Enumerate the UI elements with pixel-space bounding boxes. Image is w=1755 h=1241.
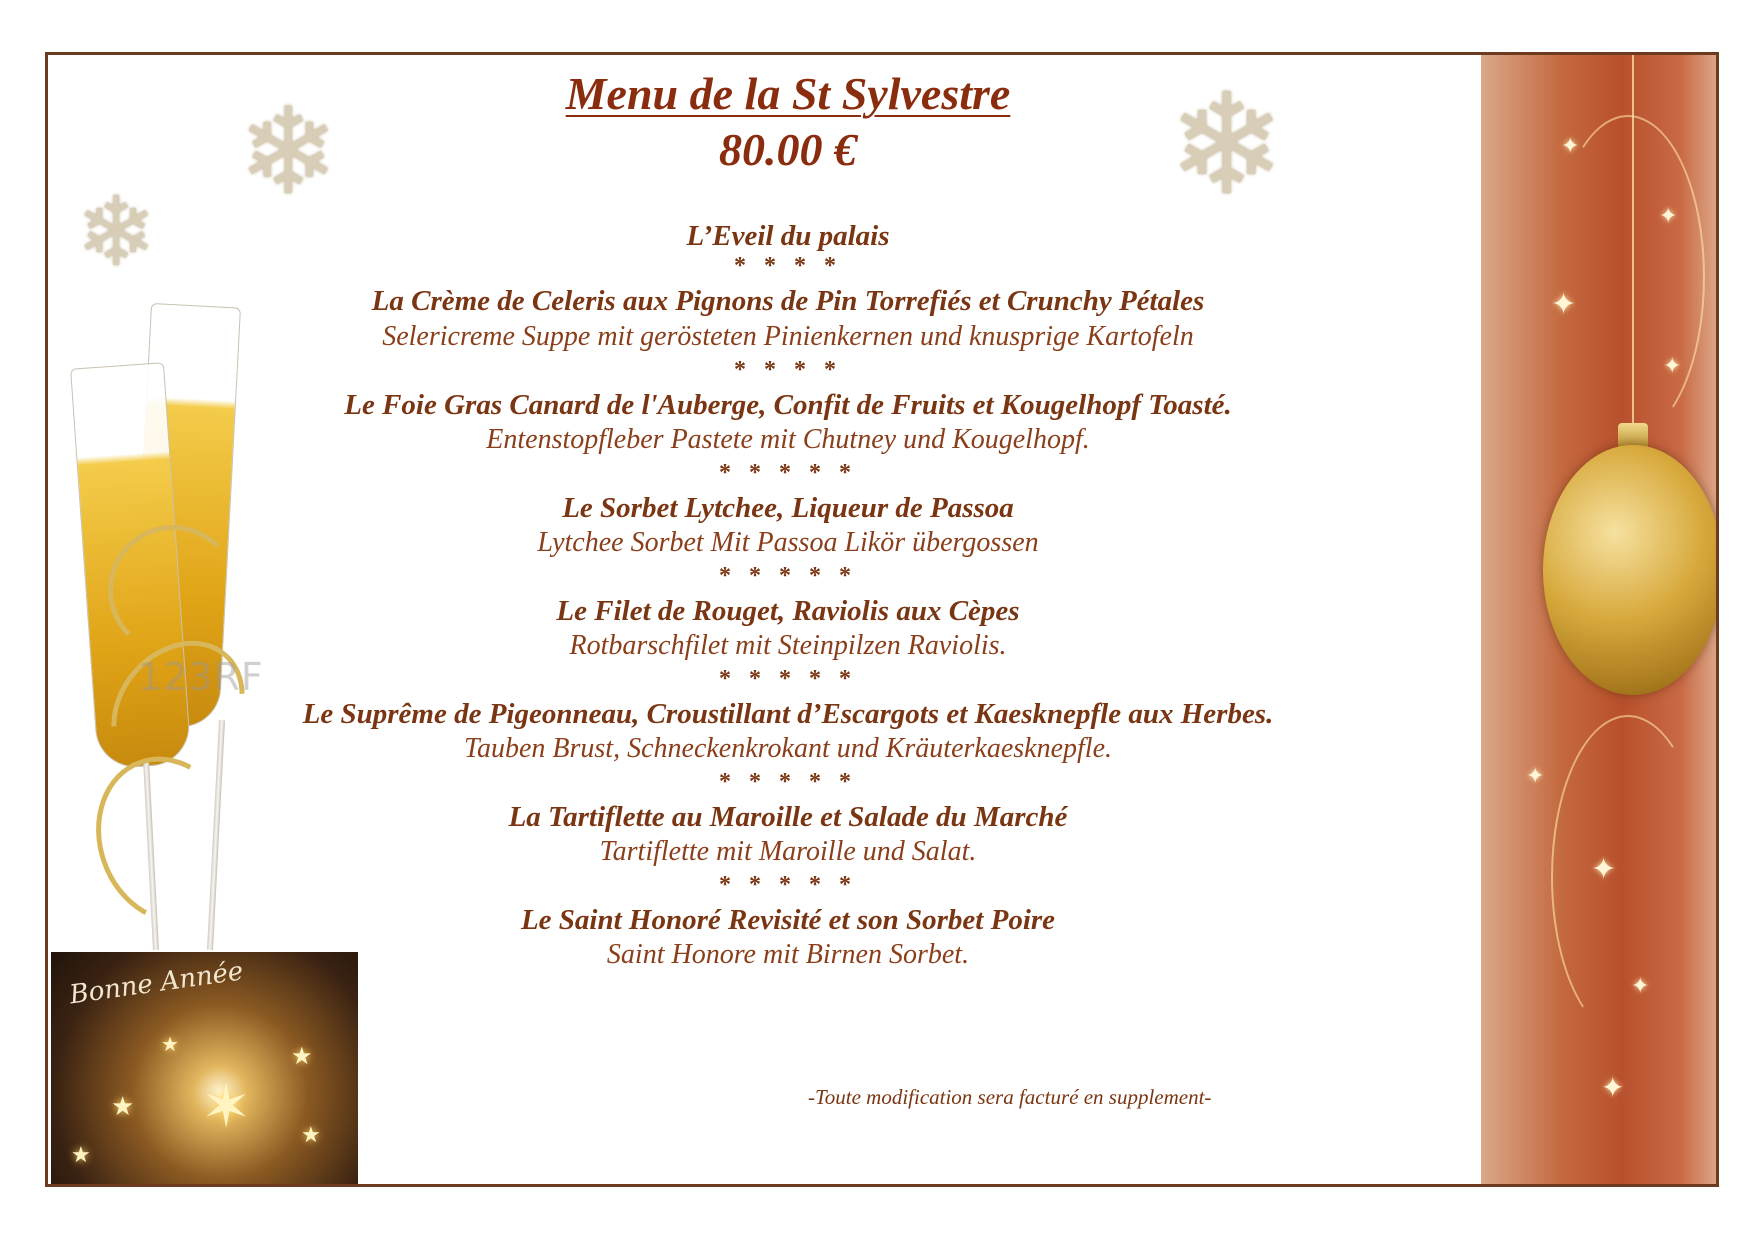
- course-4-fr: Le Filet de Rouget, Raviolis aux Cèpes: [556, 595, 1020, 627]
- sparkle-icon: ★: [291, 1044, 313, 1070]
- sparkle-icon: ✦: [1601, 1073, 1625, 1104]
- separator: * * * * *: [719, 666, 857, 692]
- sparkle-icon: ✦: [1561, 133, 1580, 158]
- separator: * * * *: [734, 253, 842, 279]
- separator: * * * * *: [719, 769, 857, 795]
- sparkle-icon: ✦: [1526, 763, 1545, 788]
- menu-title: Menu de la St Sylvestre: [565, 68, 1011, 119]
- opener-title: L’Eveil du palais: [686, 220, 890, 252]
- course-6-fr: La Tartiflette au Maroille et Salade du Marché: [508, 801, 1068, 833]
- menu-price: 80.00 €: [719, 124, 857, 175]
- sparkle-icon: ★: [301, 1122, 321, 1147]
- sparkle-icon: ✦: [1591, 853, 1617, 886]
- sparkle-icon: ★: [71, 1142, 91, 1167]
- sparkle-icon: ✦: [1551, 288, 1577, 321]
- course-5-de: Tauben Brust, Schneckenkrokant und Kräuterkaesknepfle.: [463, 733, 1112, 764]
- sparkle-icon: ✶: [201, 1074, 252, 1140]
- course-7-de: Saint Honore mit Birnen Sorbet.: [606, 939, 970, 970]
- card-greeting: Bonne Année: [67, 956, 246, 1011]
- course-7-fr: Le Saint Honoré Revisité et son Sorbet Poire: [520, 904, 1056, 936]
- snowflake-icon: ❄: [238, 86, 339, 219]
- separator: * * * * *: [719, 460, 857, 486]
- gold-bauble: [1543, 445, 1719, 695]
- course-1-de: Selericreme Suppe mit gerösteten Pinienkernen und knusprige Kartofeln: [382, 321, 1194, 352]
- separator: * * * * *: [719, 872, 857, 898]
- sparkle-icon: ★: [161, 1034, 179, 1056]
- bonne-annee-card-image: [51, 952, 358, 1186]
- snowflake-icon: ❄: [1168, 69, 1286, 224]
- course-1-fr: La Crème de Celeris aux Pignons de Pin Torrefiés et Crunchy Pétales: [371, 285, 1205, 317]
- watermark-text: 123RF: [138, 655, 264, 699]
- sparkle-icon: ✦: [1663, 353, 1682, 378]
- separator: * * * * *: [719, 563, 857, 589]
- course-2-de: Entenstopfleber Pastete mit Chutney und Kougelhopf.: [486, 424, 1090, 455]
- menu-frame: [45, 52, 1719, 1187]
- sparkle-icon: ✦: [1659, 203, 1678, 228]
- light-swirl: [1551, 115, 1705, 439]
- course-2-fr: Le Foie Gras Canard de l'Auberge, Confit de Fruits et Kougelhopf Toasté.: [344, 389, 1232, 421]
- course-5-fr: Le Suprême de Pigeonneau, Croustillant d’Escargots et Kaesknepfle aux Herbes.: [302, 698, 1274, 730]
- sparkle-icon: ★: [111, 1092, 135, 1121]
- course-3-de: Lytchee Sorbet Mit Passoa Likör übergossen: [537, 527, 1039, 558]
- course-6-de: Tartiflette mit Maroille und Salat.: [599, 836, 977, 867]
- snowflake-icon: ❄: [76, 179, 157, 286]
- light-swirl: [1551, 715, 1705, 1039]
- course-3-fr: Le Sorbet Lytchee, Liqueur de Passoa: [562, 492, 1014, 524]
- supplement-note: -Toute modification sera facturé en supplement-: [808, 1085, 1212, 1109]
- course-4-de: Rotbarschfilet mit Steinpilzen Raviolis.: [569, 630, 1007, 661]
- sparkle-icon: ✦: [1631, 973, 1650, 998]
- separator: * * * *: [734, 357, 842, 383]
